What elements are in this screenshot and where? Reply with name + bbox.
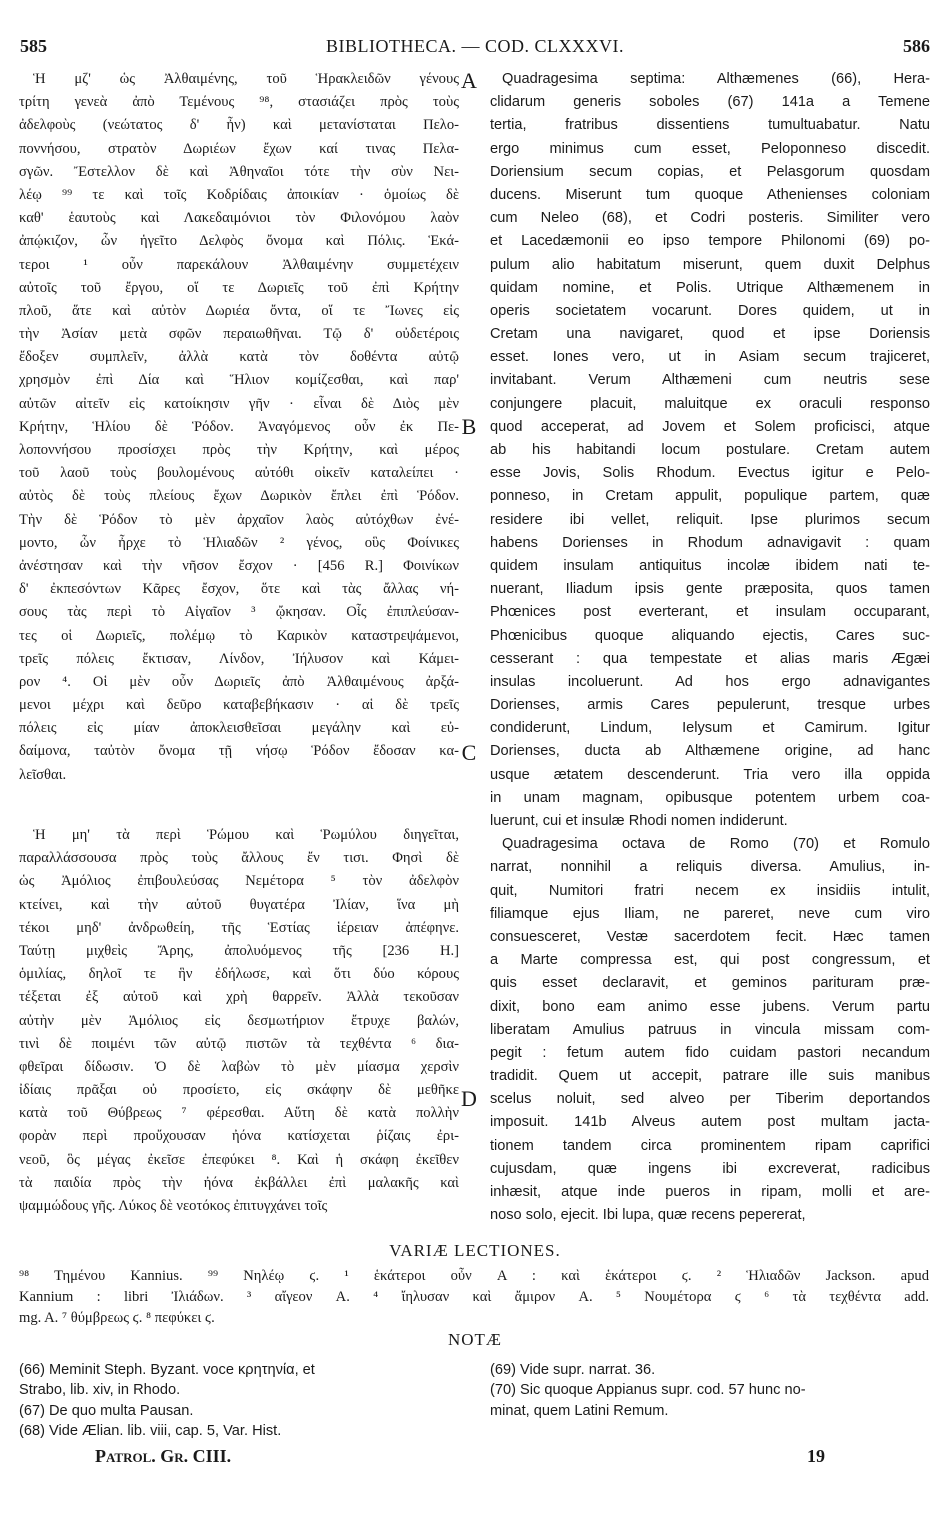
latin-text-line: tradidit. Quem ut accepit, patrare ille suis manibus: [490, 1068, 930, 1085]
note-line: (69) Vide supr. narrat. 36.: [490, 1362, 656, 1378]
greek-text-line: τρίτη γενεὰ ἀπὸ Τεμένους ⁹⁸, στασιάζει πρὸς τοὺς: [19, 94, 459, 111]
greek-column-section-48: [19, 824, 459, 1218]
latin-text-line: cum Neleo (68), et Codri posteris. Similiter vero: [490, 210, 930, 227]
note-line: (67) De quo multa Pausan.: [19, 1402, 194, 1419]
notae-title: NOTÆ: [447, 1330, 503, 1349]
greek-text-line: ψαμμώδους γῆς. Λύκος δὲ νεοτόκος ἐπιτυγχάνει τοῖς: [19, 1198, 328, 1214]
running-title: BIBLIOTHECA. — COD. CLXXXVI.: [326, 36, 624, 56]
greek-text-line: παραλλάσσουσα πρὸς τοὺς ἄλλους ἔν τισι. Φησὶ δὲ: [19, 850, 459, 867]
latin-text-line: Quadragesima septima: Althæmenes (66), Hera-: [502, 71, 930, 87]
latin-text-line: insulas incoluerunt. Ad hos ergo adnavigantes: [490, 673, 930, 690]
latin-text-line: in unam magnam, opibusque potentem urbem coa-: [490, 789, 930, 806]
latin-text-line: quod acceperat, ad Jovem et Solem proficisci, atque: [490, 418, 930, 435]
latin-text-line: scelus noluit, sed alveo per Tiberim deportandos: [490, 1091, 930, 1108]
greek-text-line: τρεῖς πόλεις ἔκτισαν, Λίνδον, Ἰήλυσον καὶ Κάμει-: [19, 650, 459, 667]
latin-text-line: quidam nomine, et Polis. Utrique Althæmenem in: [490, 279, 930, 296]
greek-text-line: μενοι μέχρι καὶ δεῦρο καταβεβήκασιν · αἱ δὲ τρεῖς: [19, 697, 459, 714]
greek-text-line: αὐτοῖς τοῦ ἔργου, οἵ τε Δωριεῖς τοῦ ἐπὶ Κρήτην: [19, 279, 459, 296]
variant-reading-line: Kannium : libri Ἰλιάδων. ³ αἴγεον A. ⁴ ἴηλυσαν καὶ ἄμιρον A. ⁵ Νουμέτορα ϛ ⁶ τὰ τεχθέντα add.: [19, 1289, 929, 1305]
latin-text-line: imposuit. 141b Alveus autem post multam jacta-: [490, 1114, 930, 1131]
page-footer: [95, 1446, 825, 1472]
note-line: Strabo, lib. xiv, in Rhodo.: [19, 1382, 181, 1399]
latin-text-line: inhæsit, atque inde pueros in ripam, molli et are-: [490, 1184, 930, 1200]
latin-text-line: dixit, bono eam animo esse jubens. Verum partu: [490, 998, 930, 1015]
latin-text-line: esse Jovis, Solis Rhodum. Evectus igitur e Pelo-: [490, 465, 930, 482]
latin-text-line: ducens. Miserunt tum quoque Athenienses coloniam: [490, 186, 930, 203]
greek-text-line: πλοῦ, ἅτε καὶ αὐτὸν Δωριέα ὄντα, οἵ τε Ἴωνες εἰς: [19, 302, 459, 319]
latin-text-line: liberatam Amulius patruus in vincula missam com-: [490, 1021, 930, 1038]
latin-text-line: ab his habitandi locum postulare. Cretam autem: [490, 442, 930, 458]
latin-text-line: Dorienses, armis Cares pepulerunt, tresque urbes: [490, 697, 930, 714]
greek-text-line: σγῶν. Ἔστελλον δὲ καὶ Ἀθηναῖοι τότε τὴν σὺν Νει-: [19, 163, 459, 180]
greek-text-line: λεῖσθαι.: [19, 766, 67, 783]
latin-text-line: noso solo, ejecit. Ibi lupa, quæ recens pepererat,: [490, 1207, 806, 1224]
latin-text-line: quis esset declaravit, et geminos parituram præ-: [490, 975, 930, 992]
footer-source: Patrol. Gr. CIII.: [95, 1446, 232, 1466]
greek-text-line: νεοῦ, ὃς μέγας ἐκεῖσε ἐπεφύκει ⁸. Καὶ ἡ σκάφη ἐκεῖθεν: [19, 1151, 459, 1168]
greek-text-line: Ἡ μη' τὰ περὶ Ῥώμου καὶ Ῥωμύλου διηγεῖται,: [33, 827, 459, 843]
greek-text-line: δαίμονα, ταὐτὸν ὄνομα τῇ νήσῳ Ῥόδον ἔδοσαν κα-: [19, 743, 459, 760]
latin-text-line: residere ibi vellet, reliquit. Ipse plurimos secum: [490, 511, 930, 528]
latin-text-line: ergo minimus cum esset, Peloponneso discedit.: [490, 140, 930, 157]
greek-text-line: ποννήσου, στρατὸν Δωριέων ἔχων καί τινας Πελα-: [19, 140, 459, 157]
latin-text-line: quit, Numitori fratri necem ex insidiis intulit,: [490, 882, 930, 899]
notes-left-column: [19, 1360, 459, 1442]
greek-text-line: σους τὰς περὶ τὸ Αἰγαῖον ³ ᾤκησαν. Οἷς ἐπιπλεύσαν-: [19, 604, 459, 621]
latin-text-line: cujusdam, quæ ingens ibi excreverat, radicibus: [490, 1160, 930, 1177]
greek-text-line: αὐτὸς δὲ τοὺς πλείους ἔχων Δωρικὸν ἔπλει ἐπὶ Ῥόδον.: [19, 488, 459, 505]
latin-text-line: Phœnices post everterant, et insulam occuparant,: [490, 604, 930, 621]
latin-text-line: condiderunt, Lindum, Ielysum et Camirum. Igitur: [490, 720, 930, 737]
greek-text-line: χρησμὸν ἐπὶ Δία καὶ Ἥλιον κομίζεσθαι, καὶ παρ': [19, 372, 459, 389]
greek-text-line: ὁμιλίας, δηλοῖ τε ἣν ἐδήλωσε, καὶ ὅτι δύο κόρους: [19, 966, 459, 983]
greek-text-line: Ταύτῃ μιχθεὶς Ἄρης, ἀπολυόμενος τῆς [236 H.]: [19, 942, 459, 959]
greek-text-line: ρον ⁴. Οἱ μὲν οὖν Δωριεῖς ἀπὸ Ἀλθαιμένους ἀρξά-: [19, 673, 459, 690]
note-line: minat, quem Latini Remum.: [490, 1402, 669, 1419]
latin-text-line: Doriensium secum copias, et Pelasgorum quosdam: [490, 163, 930, 180]
greek-text-line: αὐτῶν αἰτεῖν εἰς κατοίκησιν γῆν · εἶναι δὲ Διὸς μὲν: [19, 395, 459, 412]
note-line: (66) Meminit Steph. Byzant. voce κρητηνία, et: [19, 1362, 315, 1378]
latin-text-line: Phœnicibus quoque aliquando ejectis, Cares suc-: [490, 627, 930, 644]
greek-text-line: τεροι ¹ οὖν παρεκάλουν Ἀλθαιμένην συμμετέχειν: [19, 256, 459, 273]
greek-text-line: κτείνει, καὶ τὴν αὐτοῦ θυγατέρα Ἰλίαν, ἵνα μὴ: [19, 896, 459, 913]
latin-text-line: habens Dorienses in Rhodum adnavigavit : quam: [490, 534, 930, 551]
variant-reading-line: ⁹⁸ Τημένου Kannius. ⁹⁹ Νηλέῳ ϛ. ¹ ἑκάτεροι οὖν A : καὶ ἑκάτεροι ϛ. ² Ἡλιαδῶν Jackson. apud: [19, 1268, 929, 1284]
greek-text-line: Ἡ μζ' ὡς Ἀλθαιμένης, τοῦ Ἡρακλειδῶν γένους: [33, 71, 459, 87]
note-line: (70) Sic quoque Appianus supr. cod. 57 hunc no-: [490, 1382, 806, 1399]
greek-text-line: ἀπῴκιζον, ὧν ἡγεῖτο Δελφὸς ὄνομα καὶ Πόλις. Ἑκά-: [19, 233, 459, 250]
latin-text-line: luerunt, cui et insulæ Rhodi nomen indiderunt.: [490, 813, 788, 829]
greek-text-line: λέῳ ⁹⁹ τε καὶ τοῖς Κοδρίδαις ἀποικίαν · ὁμοίως δὲ: [19, 186, 459, 203]
greek-text-line: τέκοι μηδ' ἀνδρωθείη, τῆς Ἑστίας ἱέρειαν ἀπέφηνε.: [19, 919, 459, 936]
margin-marker-a: A: [461, 68, 477, 93]
greek-text-line: μοντο, ὧν ἦρχε τὸ Ἡλιαδῶν ² γένος, οὓς Φοίνικες: [19, 534, 459, 551]
latin-column: [490, 68, 930, 1227]
greek-text-line: ὡς Ἀμόλιος ἐπιβουλεύσας Νεμέτορα ⁵ τὸν ἀδελφὸν: [19, 873, 459, 890]
latin-text-line: et Lacedæmonii eo ipso tempore Philonomi (69) po-: [490, 233, 930, 250]
latin-text-line: ponneso, in Cretam appulit, populique partem, quæ: [490, 488, 930, 505]
greek-text-line: ἰδίαις πρᾶξαι οὐ προσίετο, εἰς σκάφην δὲ μεθῆκε: [19, 1082, 459, 1099]
greek-text-line: αὐτὴν μὲν Ἀμόλιος εἰς δεσμωτήριον ἔτρυχε βαλών,: [19, 1012, 459, 1029]
latin-text-line: nuerant, Iliadum ipsis gente præposita, quos tamen: [490, 581, 930, 598]
margin-marker-b: B: [461, 414, 477, 439]
greek-text-line: φθεῖραι δίδωσιν. Ὁ δὲ λαβὼν τὸ μὲν μίασμα χερσὶν: [19, 1058, 459, 1075]
variae-lectiones: [19, 1266, 929, 1329]
greek-text-line: φορὰν περὶ προὔχουσαν ἠόνα κατίσχεται ῥίζαις ἐρι-: [19, 1128, 459, 1145]
latin-text-line: cesserant : qua tempestate et alias maris Ægæi: [490, 650, 930, 667]
greek-text-line: λοποννήσου προσίσχει πρὸς τὴν Κρήτην, καὶ μέρος: [19, 442, 459, 458]
greek-text-line: Τὴν δὲ Ῥόδον τὸ μὲν ἀρχαῖον λαὸς αὐτόχθων ἐνέ-: [19, 511, 459, 528]
latin-text-line: clidarum generis soboles (67) 141a a Temene: [490, 94, 930, 111]
latin-text-line: Quadragesima octava de Romo (70) et Romulo: [502, 836, 930, 853]
note-line: (68) Vide Ælian. lib. viii, cap. 5, Var. Hist.: [19, 1423, 282, 1440]
latin-text-line: Cretam una navigaret, quod et ipse Doriensis: [490, 326, 930, 343]
latin-text-line: quidem insulam antiquitus incolæ ibidem nati te-: [490, 557, 930, 574]
greek-text-line: ἔδοξεν συμπλεῖν, ἀλλὰ κατὰ τὸν δοθέντα αὐτῷ: [19, 349, 459, 366]
latin-text-line: usque ætatem descenderunt. Tria vero illa oppida: [490, 766, 930, 783]
greek-text-line: τέξεται ἐξ αὐτοῦ καὶ χρὴ θαρρεῖν. Ἀλλὰ τεκοῦσαν: [19, 989, 459, 1006]
margin-marker-d: D: [461, 1086, 477, 1111]
page-number-left: 585: [20, 36, 47, 56]
latin-text-line: a Marte compressa est, qui post congressum, et: [490, 952, 930, 969]
running-header: [20, 36, 930, 62]
latin-text-line: pulum alio habitatum miserunt, quem duxit Delphus: [490, 256, 930, 273]
greek-text-line: τὴν Ἀσίαν μετὰ σφῶν περαιωθῆναι. Τῷ δ' οὐδετέροις: [19, 326, 459, 343]
greek-text-line: πόλεις εἰς μίαν ἀποκλεισθεῖσαι μεγάλην καὶ εὐ-: [19, 720, 459, 737]
variae-lectiones-title: VARIÆ LECTIONES.: [389, 1241, 561, 1260]
page-number-right: 586: [903, 36, 930, 56]
greek-text-line: τες οἱ Δωριεῖς, πολέμῳ τὸ Καρικὸν καταστρεψάμενοι,: [19, 627, 459, 644]
latin-text-line: consuesceret, Vestæ sacerdotem fecit. Hæc tamen: [490, 928, 930, 945]
variant-reading-line: mg. A. ⁷ θύμβρεως ϛ. ⁸ πεφύκει ϛ.: [19, 1310, 215, 1326]
latin-text-line: invitabant. Verum Althæmeni cum neutris sese: [490, 372, 930, 389]
greek-text-line: κατὰ τοῦ Θύβρεως ⁷ φέρεσθαι. Αὕτη δὲ κατὰ πολλὴν: [19, 1105, 459, 1122]
greek-text-line: τινὶ δὲ ποιμένι τῶν αὐτῷ πιστῶν τὰ τεχθέντα ⁶ δια-: [19, 1035, 459, 1052]
footer-signature: 19: [807, 1446, 825, 1466]
greek-column-section-47: [19, 68, 459, 787]
latin-text-line: Dorienses, ducta ab Althæmene origine, ad hanc: [490, 743, 930, 760]
latin-text-line: tertia, fratribus dissentiens tumultuabatur. Natu: [490, 117, 930, 134]
latin-text-line: tionem tandem circa prominentem ripam caprifici: [490, 1137, 930, 1154]
latin-text-line: pegit : fetum autem fido cuidam pastori necandum: [490, 1044, 930, 1061]
greek-text-line: ἀδελφοὺς (νεώτατος δ' ἦν) καὶ μετανίσταται Πελο-: [19, 117, 459, 134]
greek-text-line: τὰ παιδία πρὸς τὴν ἠόνα ἐκβάλλει ἐπὶ μαλακῆς καὶ: [19, 1174, 459, 1191]
greek-text-line: δ' ἐκπεσόντων Κᾶρες ἔσχον, ὅτε καὶ τὰς ἄλλας νή-: [19, 581, 459, 598]
latin-text-line: operis societatem vocarunt. Dores quidem, ut in: [490, 302, 930, 319]
latin-text-line: filiamque ejus Iliam, ne pareret, neve cum viro: [490, 905, 930, 922]
greek-text-line: Κρήτην, Ἡλίου δὲ Ῥόδον. Ἀναγόμενος οὖν ἐκ Πε-: [19, 418, 459, 435]
greek-text-line: τοῦ λαοῦ τοὺς βουλομένους αὐτόθι οἰκεῖν καταλείπει ·: [19, 465, 459, 482]
greek-text-line: ἀνέστησαν καὶ τὴν νῆσον ἔσχον · [456 R.] Φοινίκων: [19, 557, 459, 574]
margin-marker-c: C: [461, 740, 477, 765]
latin-text-line: conjungere placuit, maluitque ex oraculi responso: [490, 395, 930, 412]
notes-right-column: [490, 1360, 930, 1421]
greek-text-line: καθ' ἑαυτοὺς καὶ Λακεδαιμόνιοι τὸν Φιλονόμου λαὸν: [19, 210, 459, 227]
latin-text-line: esset. Iones vero, ut in Asiam secum trajiceret,: [490, 349, 930, 366]
latin-text-line: narrat, nonnihil a reliquis diversa. Amulius, in-: [490, 859, 930, 876]
